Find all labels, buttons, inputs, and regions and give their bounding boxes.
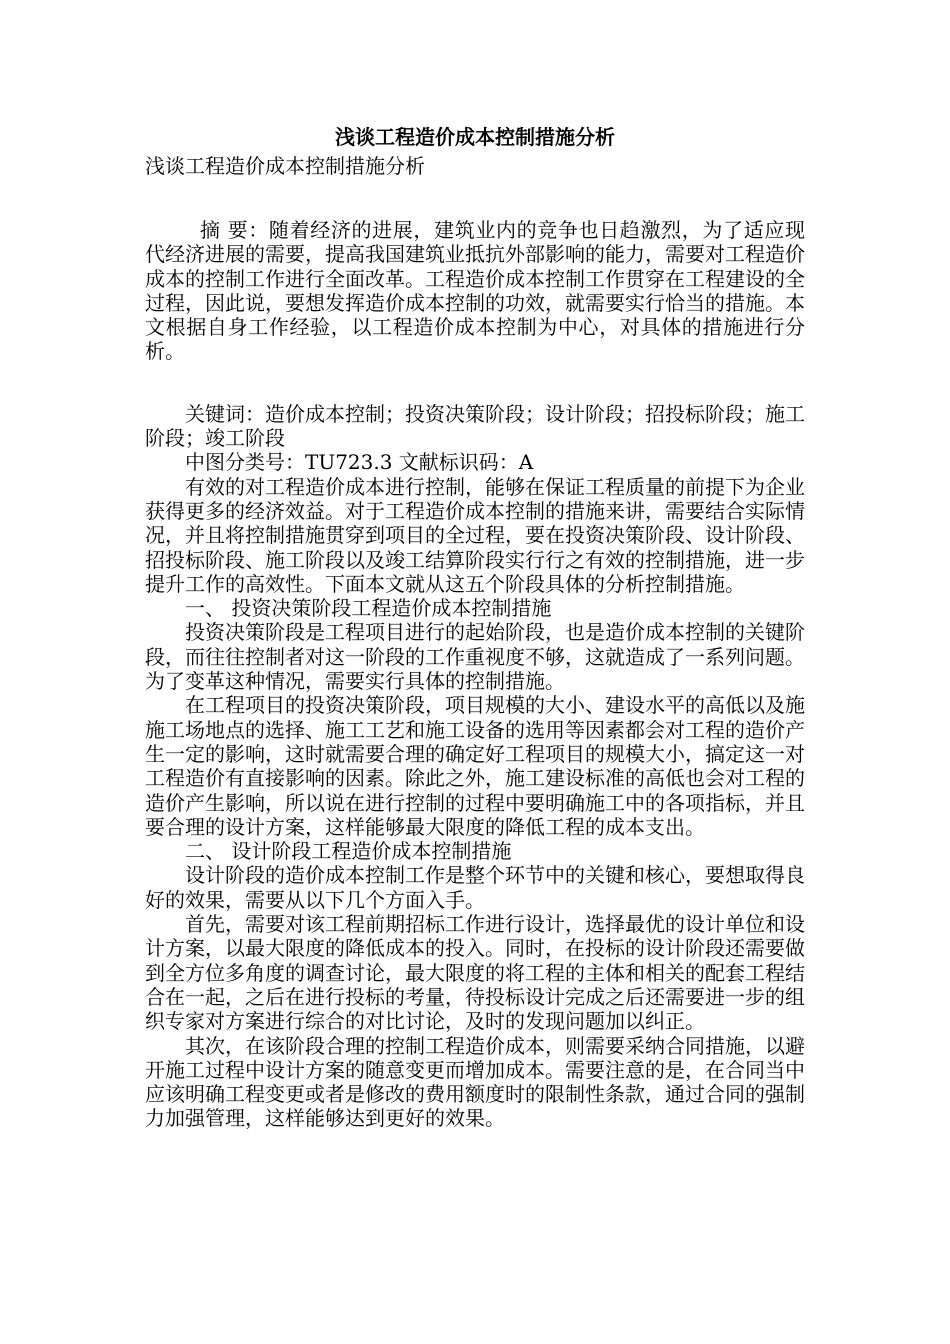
- section-heading-1: 一、 投资决策阶段工程造价成本控制措施: [185, 596, 552, 621]
- section2-paragraph-3: 其次，在该阶段合理的控制工程造价成本，则需要采纳合同措施，以避开施工过程中设计方案的随意变更而增加成本。需要注意的是，在合同当中应该明确工程变更或者是修改的费用额度时的限制性条款，通过合同的强制力加强管理，这样能够达到更好的效果。: [145, 1033, 805, 1131]
- section1-paragraph-2: 在工程项目的投资决策阶段，项目规模的大小、建设水平的高低以及施施工场地点的选择、施工工艺和施工设备的选用等因素都会对工程的造价产生一定的影响，这时就需要合理的确定好工程项目的规模大小，搞定这一对工程造价有直接影响的因素。除此之外，施工建设标准的高低也会对工程的造价产生影响，所以说在进行控制的过程中要明确施工中的各项指标，并且要合理的设计方案，这样能够最大限度的降低工程的成本支出。: [145, 693, 805, 839]
- section1-paragraph-1: 投资决策阶段是工程项目进行的起始阶段，也是造价成本控制的关键阶段，而往往控制者对这一阶段的工作重视度不够，这就造成了一系列问题。为了变革这种情况，需要实行具体的控制措施。: [145, 620, 805, 694]
- document-title: 浅谈工程造价成本控制措施分析: [335, 125, 615, 149]
- section2-paragraph-2: 首先，需要对该工程前期招标工作进行设计，选择最优的设计单位和设计方案，以最大限度的降低成本的投入。同时，在投标的设计阶段还需要做到全方位多角度的调查讨论，最大限度的将工程的主体和相关的配套工程结合在一起，之后在进行投标的考量，待投标设计完成之后还需要进一步的组织专家对方案进行综合的对比讨论，及时的发现问题加以纠正。: [145, 912, 805, 1034]
- document-subtitle: 浅谈工程造价成本控制措施分析: [145, 154, 425, 178]
- keywords-paragraph: 关键词：造价成本控制；投资决策阶段；设计阶段；招投标阶段；施工阶段；竣工阶段: [145, 401, 805, 451]
- section-heading-2: 二、 设计阶段工程造价成本控制措施: [185, 839, 512, 864]
- spacer: [145, 180, 805, 218]
- spacer: [145, 364, 805, 402]
- intro-paragraph: 有效的对工程造价成本进行控制，能够在保证工程质量的前提下为企业获得更多的经济效益。对于工程造价成本控制的措施来讲，需要结合实际情况，并且将控制措施贯穿到项目的全过程，要在投资决策阶段、设计阶段、招投标阶段、施工阶段以及竣工结算阶段实行行之有效的控制措施，进一步提升工作的高效性。下面本文就从这五个阶段具体的分析控制措施。: [145, 474, 805, 596]
- document-body: [145, 122, 805, 1131]
- abstract-paragraph: 摘 要：随着经济的进展，建筑业内的竞争也日趋激烈，为了适应现代经济进展的需要，提高我国建筑业抵抗外部影响的能力，需要对工程造价成本的控制工作进行全面改革。工程造价成本控制工作贯穿在工程建设的全过程，因此说，要想发挥造价成本控制的功效，就需要实行恰当的措施。本文根据自身工作经验，以工程造价成本控制为中心，对具体的措施进行分析。: [145, 218, 805, 364]
- classification-line: 中图分类号：TU723.3 文献标识码：A: [185, 450, 534, 475]
- section2-paragraph-1: 设计阶段的造价成本控制工作是整个环节中的关键和核心，要想取得良好的效果，需要从以下几个方面入手。: [145, 863, 805, 912]
